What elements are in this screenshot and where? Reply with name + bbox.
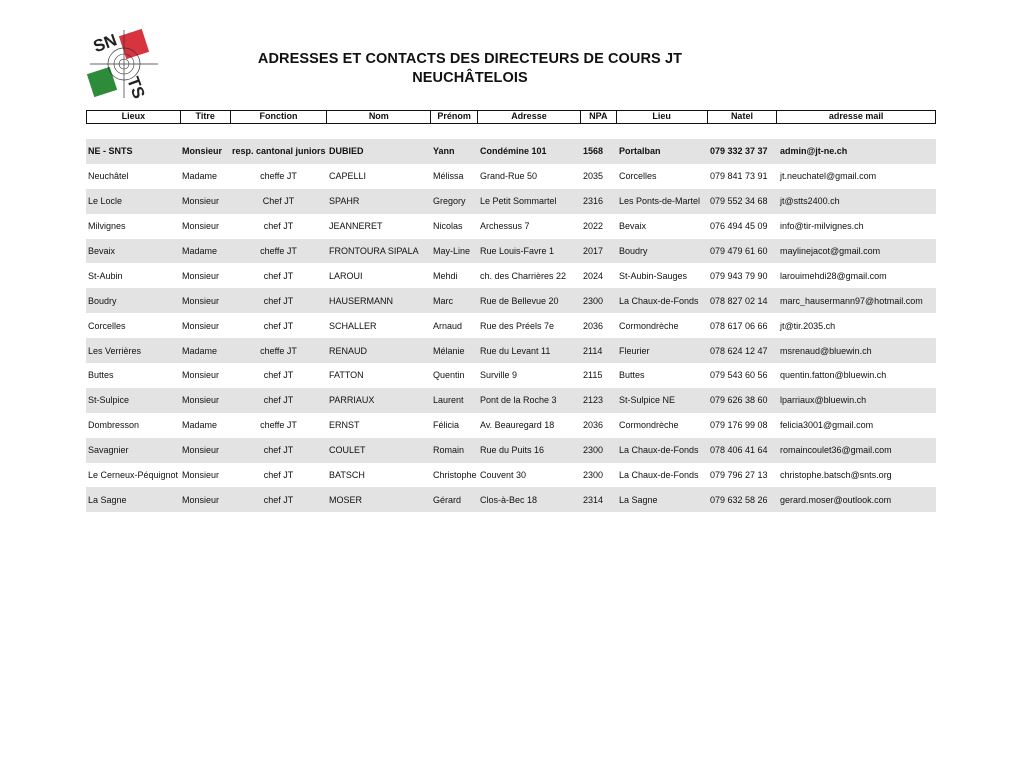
cell-npa: 2114 (583, 345, 603, 356)
cell-lieu: Buttes (619, 370, 645, 381)
table-row (86, 438, 936, 463)
cell-fonction: chef JT (263, 270, 294, 281)
cell-npa: 2017 (583, 246, 604, 256)
cell-adresse: Rue Louis-Favre 1 (480, 246, 555, 256)
cell-adresse: ch. des Charrières 22 (480, 270, 567, 281)
cell-nom: CAPELLI (329, 171, 367, 182)
cell-lieux: Les Verrières (88, 345, 142, 356)
cell-natel: 079 479 61 60 (710, 246, 768, 256)
cell-adresse-mail: lparriaux@bluewin.ch (780, 395, 867, 406)
logo-text-bottom: TS (123, 74, 149, 102)
cell-adresse: Clos-à-Bec 18 (480, 494, 538, 505)
column-header-titre: Titre (181, 111, 231, 123)
cell-adresse-mail: gerard.moser@outlook.com (780, 494, 892, 505)
cell-npa: 2300 (583, 445, 604, 456)
cell-natel: 078 406 41 64 (710, 445, 768, 456)
cell-lieu: Cormondrèche (619, 420, 679, 431)
cell-titre: Monsieur (182, 470, 220, 481)
cell-npa: 2300 (583, 470, 604, 481)
cell-prenom: Arnaud (433, 320, 463, 331)
cell-adresse-mail: romaincoulet36@gmail.com (780, 445, 892, 456)
cell-titre: Monsieur (182, 370, 220, 381)
cell-adresse: Couvent 30 (480, 470, 527, 481)
cell-titre: Monsieur (182, 320, 220, 331)
cell-prenom: Félicia (433, 420, 460, 431)
cell-nom: SCHALLER (329, 320, 377, 331)
cell-titre: Madame (182, 171, 218, 182)
cell-natel: 076 494 45 09 (710, 221, 768, 232)
cell-lieux: Bevaix (88, 246, 116, 256)
cell-titre: Monsieur (182, 221, 220, 232)
column-header-lieu: Lieu (617, 111, 708, 123)
cell-fonction: cheffe JT (260, 345, 297, 356)
cell-lieux: Le Locle (88, 196, 123, 207)
cell-natel: 079 943 79 90 (710, 270, 768, 281)
cell-lieu: La Sagne (619, 494, 658, 505)
cell-lieu: St-Sulpice NE (619, 395, 676, 406)
cell-lieu: Boudry (619, 246, 648, 256)
cell-adresse: Le Petit Sommartel (480, 196, 557, 207)
cell-natel: 079 176 99 08 (710, 420, 768, 431)
cell-adresse-mail: felicia3001@gmail.com (780, 420, 874, 431)
cell-fonction: cheffe JT (260, 420, 297, 431)
cell-npa: 2115 (583, 370, 603, 381)
column-header-natel: Natel (708, 111, 778, 123)
cell-nom: COULET (329, 445, 366, 456)
cell-adresse: Rue des Préels 7e (480, 320, 555, 331)
cell-npa: 2123 (583, 395, 604, 406)
cell-adresse-mail: maylinejacot@gmail.com (780, 246, 881, 256)
cell-lieu: St-Aubin-Sauges (619, 270, 688, 281)
cell-fonction: chef JT (263, 395, 294, 406)
cell-adresse: Surville 9 (480, 370, 518, 381)
document-title: ADRESSES ET CONTACTS DES DIRECTEURS DE COURS JT (257, 51, 683, 67)
cell-nom: RENAUD (329, 345, 368, 356)
cell-lieux: Milvignes (88, 221, 126, 232)
cell-titre: Madame (182, 420, 218, 431)
cell-prenom: Yann (433, 146, 455, 157)
cell-nom: BATSCH (329, 470, 365, 481)
table-row (86, 139, 936, 164)
cell-npa: 2035 (583, 171, 604, 182)
table-row (86, 463, 936, 488)
cell-lieu: La Chaux-de-Fonds (619, 470, 699, 481)
cell-lieux: Buttes (88, 370, 114, 381)
cell-prenom: Christophe (433, 470, 477, 481)
cell-lieu: Fleurier (619, 345, 650, 356)
cell-npa: 2316 (583, 196, 604, 207)
table-header (86, 110, 936, 124)
cell-prenom: May-Line (433, 246, 471, 256)
cell-natel: 078 827 02 14 (710, 295, 768, 306)
cell-npa: 2024 (583, 270, 604, 281)
cell-titre: Monsieur (182, 295, 220, 306)
column-header-adresse: Adresse (478, 111, 581, 123)
cell-lieux: St-Sulpice (88, 395, 130, 406)
cell-natel: 079 626 38 60 (710, 395, 768, 406)
cell-titre: Madame (182, 345, 218, 356)
cell-npa: 2036 (583, 420, 604, 431)
cell-natel: 079 841 73 91 (710, 171, 768, 182)
cell-lieu: La Chaux-de-Fonds (619, 295, 699, 306)
cell-adresse-mail: christophe.batsch@snts.org (780, 470, 892, 481)
table-row (86, 239, 936, 264)
cell-npa: 2300 (583, 295, 604, 306)
table-row (86, 189, 936, 214)
table-row (86, 413, 936, 438)
cell-natel: 079 332 37 37 (710, 146, 768, 157)
cell-lieux: Savagnier (88, 445, 129, 456)
cell-adresse: Av. Beauregard 18 (480, 420, 555, 431)
cell-lieu: Portalban (619, 146, 661, 157)
table-row (86, 214, 936, 239)
cell-fonction: chef JT (263, 320, 294, 331)
cell-fonction: chef JT (263, 221, 294, 232)
cell-adresse-mail: larouimehdi28@gmail.com (780, 270, 887, 281)
cell-natel: 079 796 27 13 (710, 470, 768, 481)
table-row (86, 487, 936, 512)
cell-titre: Madame (182, 246, 218, 256)
snts-logo (84, 26, 164, 102)
cell-fonction: resp. cantonal juniors (232, 146, 326, 157)
cell-adresse-mail: admin@jt-ne.ch (780, 146, 848, 157)
cell-lieux: La Sagne (88, 494, 127, 505)
cell-nom: MOSER (329, 494, 363, 505)
cell-lieux: NE - SNTS (88, 146, 133, 157)
cell-lieux: Boudry (88, 295, 117, 306)
cell-npa: 2036 (583, 320, 604, 331)
cell-adresse-mail: info@tir-milvignes.ch (780, 221, 864, 232)
column-header-fonction: Fonction (231, 111, 328, 123)
cell-prenom: Gérard (433, 494, 462, 505)
cell-npa: 2314 (583, 494, 604, 505)
cell-nom: JEANNERET (329, 221, 383, 232)
cell-fonction: chef JT (263, 445, 294, 456)
column-header-lieux: Lieux (87, 111, 181, 123)
cell-prenom: Nicolas (433, 221, 463, 232)
cell-nom: FATTON (329, 370, 364, 381)
cell-lieux: Dombresson (88, 420, 140, 431)
column-header-nom: Nom (327, 111, 431, 123)
cell-titre: Monsieur (182, 196, 220, 207)
cell-natel: 079 552 34 68 (710, 196, 768, 207)
cell-lieux: Corcelles (88, 320, 126, 331)
cell-adresse: Grand-Rue 50 (480, 171, 538, 182)
table-row (86, 388, 936, 413)
cell-titre: Monsieur (182, 395, 220, 406)
table-row (86, 313, 936, 338)
cell-adresse: Rue du Levant 11 (480, 345, 551, 356)
cell-prenom: Gregory (433, 196, 466, 207)
cell-nom: ERNST (329, 420, 360, 431)
cell-nom: PARRIAUX (329, 395, 375, 406)
cell-adresse: Pont de la Roche 3 (480, 395, 557, 406)
cell-fonction: chef JT (263, 494, 294, 505)
column-header-prenom: Prénom (431, 111, 478, 123)
cell-titre: Monsieur (182, 146, 223, 157)
cell-lieux: St-Aubin (88, 270, 123, 281)
cell-prenom: Quentin (433, 370, 465, 381)
logo-text-top: SN (90, 30, 120, 57)
cell-lieu: Corcelles (619, 171, 657, 182)
cell-adresse-mail: quentin.fatton@bluewin.ch (780, 370, 887, 381)
cell-natel: 079 632 58 26 (710, 494, 768, 505)
cell-adresse: Rue de Bellevue 20 (480, 295, 559, 306)
column-header-npa: NPA (581, 111, 617, 123)
cell-lieu: Bevaix (619, 221, 647, 232)
cell-lieu: Les Ponts-de-Martel (619, 196, 701, 207)
column-header-adresse-mail: adresse mail (828, 111, 884, 121)
cell-lieux: Neuchâtel (88, 171, 129, 182)
table-row (86, 263, 936, 288)
cell-titre: Monsieur (182, 494, 220, 505)
cell-titre: Monsieur (182, 270, 220, 281)
cell-fonction: chef JT (263, 370, 294, 381)
cell-adresse-mail: jt.neuchatel@gmail.com (780, 171, 877, 182)
cell-adresse-mail: marc_hausermann97@hotmail.com (780, 295, 923, 306)
contacts-table-body (86, 139, 936, 512)
cell-nom: HAUSERMANN (329, 295, 394, 306)
cell-nom: DUBIED (329, 146, 364, 157)
cell-nom: LAROUI (329, 270, 363, 281)
table-row (86, 338, 936, 363)
cell-npa: 1568 (583, 146, 604, 157)
cell-fonction: chef JT (263, 470, 294, 481)
cell-prenom: Mélissa (433, 171, 464, 182)
cell-fonction: cheffe JT (260, 246, 297, 256)
cell-prenom: Romain (433, 445, 465, 456)
document-subtitle: NEUCHÂTELOIS (412, 70, 528, 86)
cell-adresse-mail: jt@stts2400.ch (780, 196, 840, 207)
cell-npa: 2022 (583, 221, 604, 232)
cell-nom: SPAHR (329, 196, 360, 207)
cell-prenom: Mélanie (433, 345, 465, 356)
cell-natel: 078 617 06 66 (710, 320, 768, 331)
table-row (86, 363, 936, 388)
cell-fonction: chef JT (263, 295, 294, 306)
cell-adresse: Condémine 101 (480, 146, 547, 157)
cell-prenom: Mehdi (433, 270, 458, 281)
cell-prenom: Laurent (433, 395, 464, 406)
cell-natel: 078 624 12 47 (710, 345, 768, 356)
cell-adresse: Rue du Puits 16 (480, 445, 545, 456)
table-row (86, 288, 936, 313)
cell-adresse-mail: jt@tir.2035.ch (780, 320, 836, 331)
cell-lieu: La Chaux-de-Fonds (619, 445, 699, 456)
cell-titre: Monsieur (182, 445, 220, 456)
cell-fonction: cheffe JT (260, 171, 297, 182)
cell-fonction: Chef JT (262, 196, 295, 207)
cell-adresse-mail: msrenaud@bluewin.ch (780, 345, 872, 356)
cell-nom: FRONTOURA SIPALA (329, 246, 419, 256)
cell-adresse: Archessus 7 (480, 221, 530, 232)
table-row (86, 164, 936, 189)
cell-natel: 079 543 60 56 (710, 370, 768, 381)
cell-lieu: Cormondrèche (619, 320, 679, 331)
cell-lieux: Le Cerneux-Péquignot (88, 470, 179, 481)
cell-prenom: Marc (433, 295, 453, 306)
